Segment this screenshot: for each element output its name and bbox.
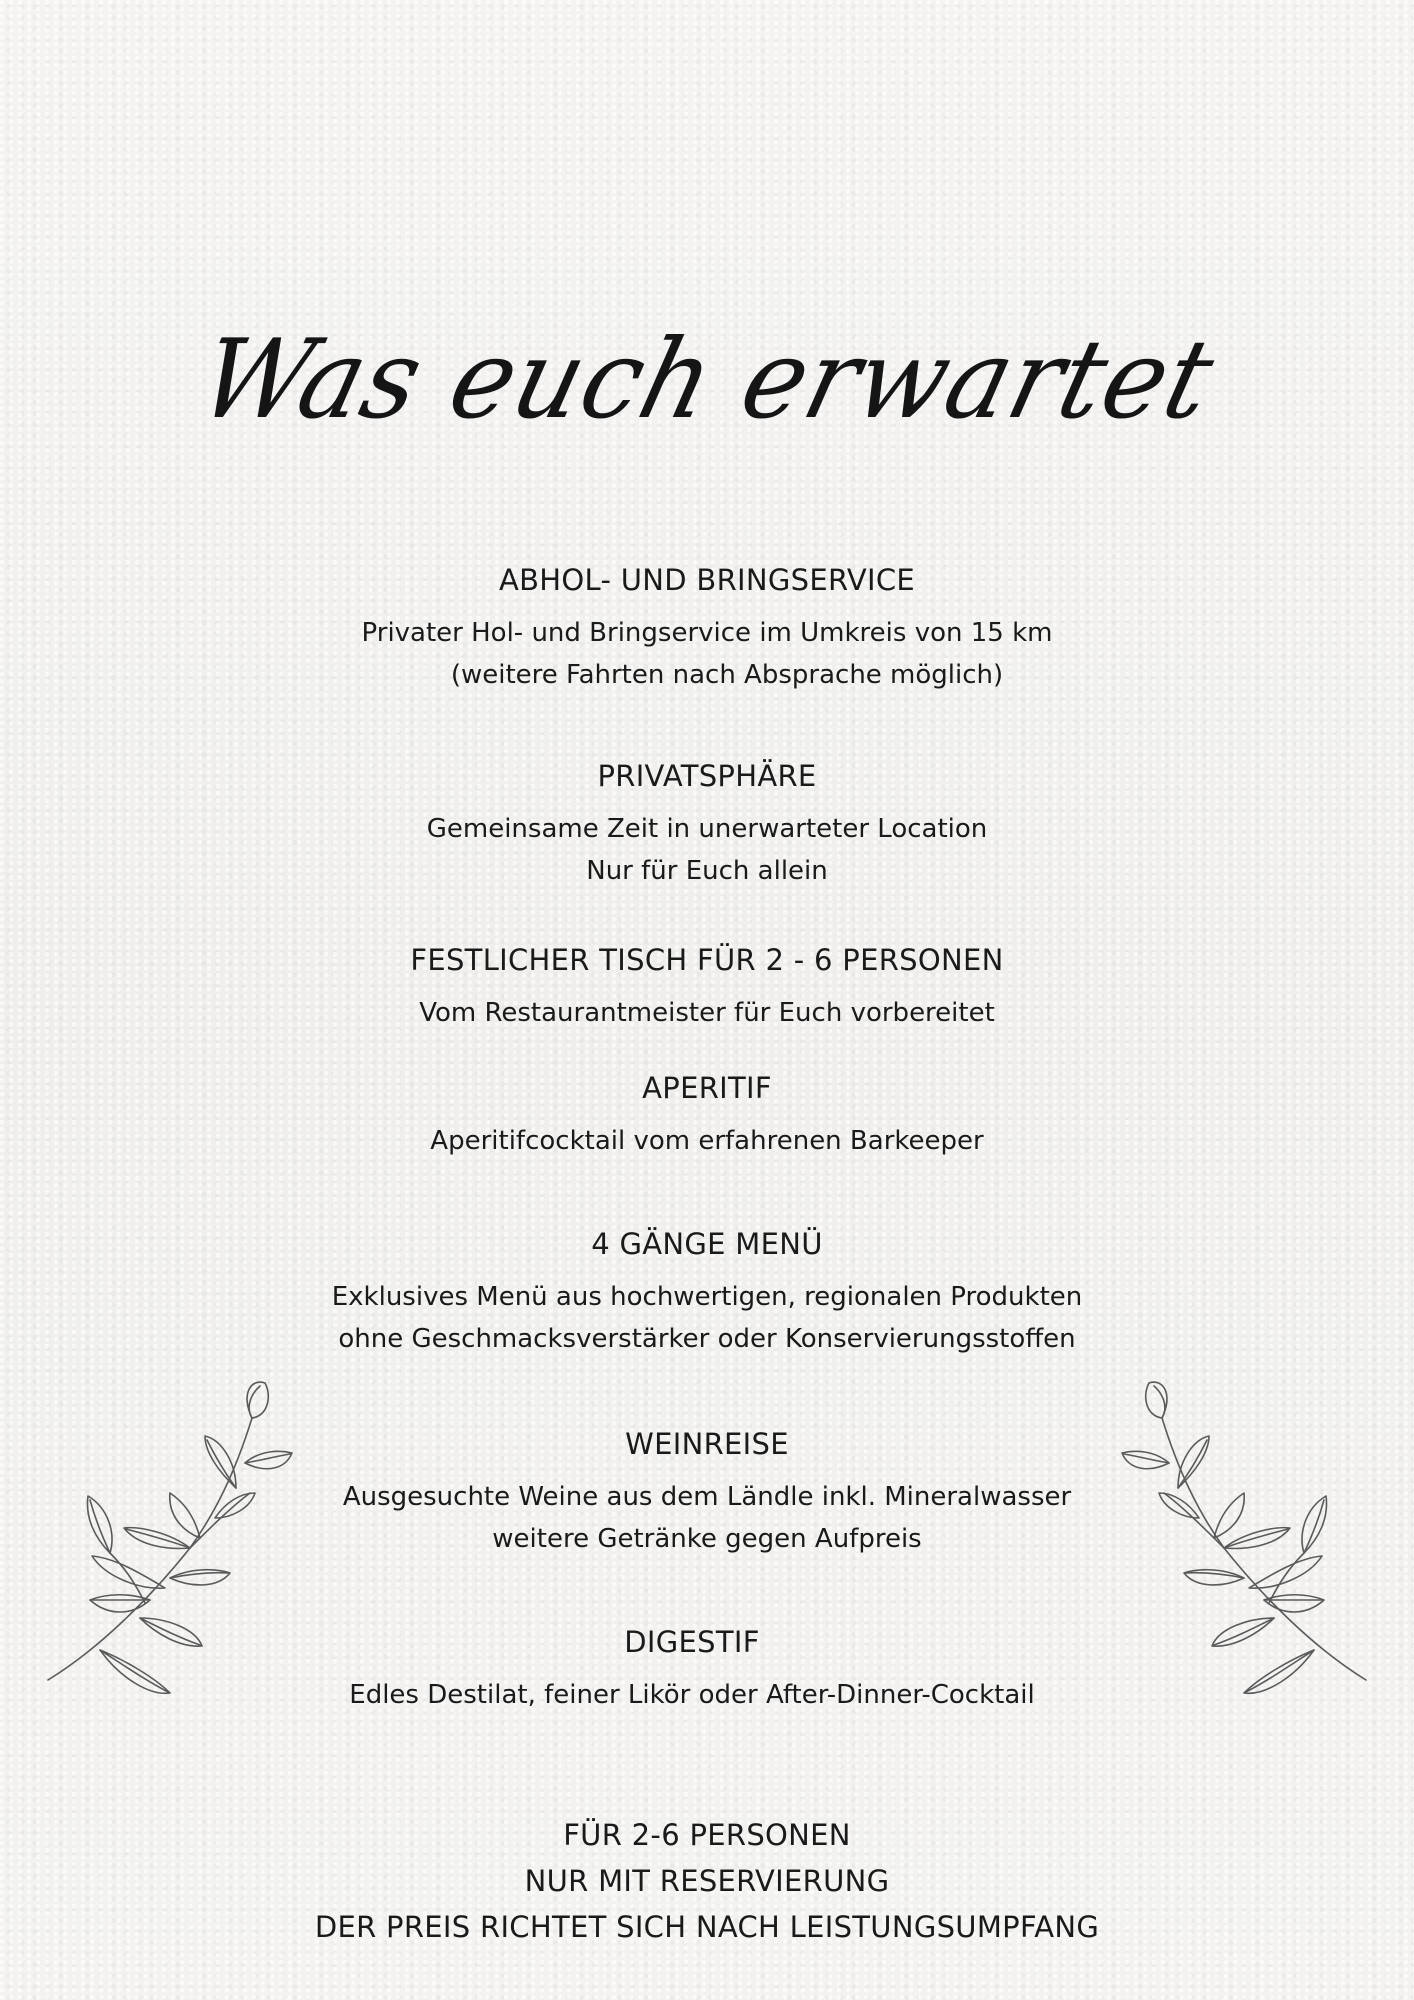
section-text: Privater Hol- und Bringservice im Umkreis von 15 km xyxy=(361,618,1053,648)
footer-line: DER PREIS RICHTET SICH NACH LEISTUNGSUMPFANG xyxy=(314,1910,1100,1944)
section-heading: ABHOL- UND BRINGSERVICE xyxy=(498,563,916,597)
section-privacy xyxy=(0,756,1414,892)
section-text: weitere Getränke gegen Aufpreis xyxy=(492,1524,922,1554)
section-four-course-menu xyxy=(0,1224,1414,1360)
leaf-branch-icon xyxy=(1114,1378,1374,1708)
section-text: Vom Restaurantmeister für Euch vorbereitet xyxy=(419,998,995,1028)
section-text: (weitere Fahrten nach Absprache möglich) xyxy=(450,660,1004,690)
section-text: Edles Destilat, feiner Likör oder After-Dinner-Cocktail xyxy=(349,1680,1035,1710)
section-heading: PRIVATSPHÄRE xyxy=(597,759,817,793)
section-text: ohne Geschmacksverstärker oder Konservierungsstoffen xyxy=(338,1324,1076,1354)
footer-line: FÜR 2-6 PERSONEN xyxy=(563,1818,851,1852)
section-heading: FESTLICHER TISCH FÜR 2 - 6 PERSONEN xyxy=(410,943,1004,977)
section-text: Exklusives Menü aus hochwertigen, regionalen Produkten xyxy=(331,1282,1083,1312)
footer-notes xyxy=(0,1812,1414,1950)
section-pickup-service xyxy=(0,560,1414,696)
section-aperitif xyxy=(0,1068,1414,1162)
section-heading: DIGESTIF xyxy=(624,1625,760,1659)
footer-line: NUR MIT RESERVIERUNG xyxy=(524,1864,890,1898)
leaf-branch-icon xyxy=(40,1378,300,1708)
page-title: Was euch erwartet xyxy=(187,314,1227,444)
section-heading: 4 GÄNGE MENÜ xyxy=(591,1227,823,1261)
section-text: Nur für Euch allein xyxy=(586,856,828,886)
section-text: Ausgesuchte Weine aus dem Ländle inkl. Mineralwasser xyxy=(342,1482,1072,1512)
section-festive-table xyxy=(0,940,1414,1034)
section-heading: WEINREISE xyxy=(625,1427,789,1461)
section-text: Gemeinsame Zeit in unerwarteter Location xyxy=(426,814,988,844)
section-text: Aperitifcocktail vom erfahrenen Barkeeper xyxy=(430,1126,984,1156)
section-heading: APERITIF xyxy=(642,1071,772,1105)
